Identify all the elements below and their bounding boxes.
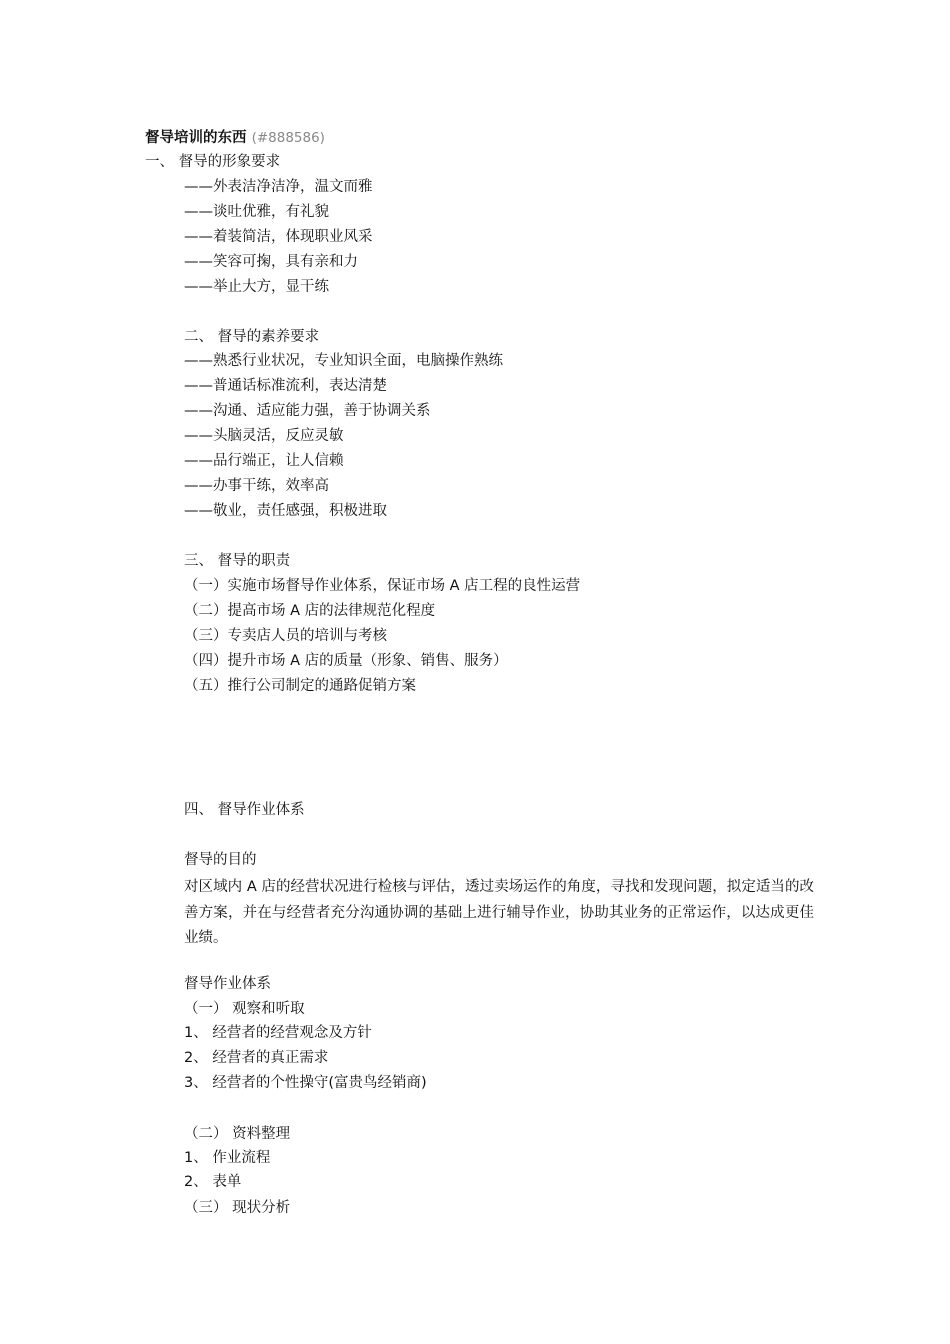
subsection-2-item: 2、 表单 [184,1174,242,1190]
section-2-item: ——品行端正，让人信赖 [184,453,344,469]
section-2-item: ——敬业，责任感强，积极进取 [184,503,387,519]
section-2-item: ——头脑灵活，反应灵敏 [184,428,344,444]
section-2-item: ——普通话标准流利，表达清楚 [184,378,387,394]
section-1-heading: 一、 督导的形象要求 [145,154,281,170]
section-1-item: ——着装简洁，体现职业风采 [184,229,373,245]
purpose-heading: 督导的目的 [184,852,257,868]
section-3-item: （二）提高市场 A 店的法律规范化程度 [184,603,436,619]
document-title [145,128,325,148]
title-text: 督导培训的东西 [145,130,247,146]
section-4-heading: 四、 督导作业体系 [184,802,305,818]
system-heading: 督导作业体系 [184,976,271,992]
subsection-1-item: 2、 经营者的真正需求 [184,1050,329,1066]
subsection-1-item: 1、 经营者的经营观念及方针 [184,1025,372,1041]
section-3-item: （一）实施市场督导作业体系，保证市场 A 店工程的良性运营 [184,578,581,594]
section-1-item: ——外表洁净洁净，温文而雅 [184,179,373,195]
section-3-item: （五）推行公司制定的通路促销方案 [184,678,416,694]
section-3-item: （三）专卖店人员的培训与考核 [184,628,387,644]
section-1-item: ——举止大方，显干练 [184,279,329,295]
section-2-item: ——沟通、适应能力强，善于协调关系 [184,403,431,419]
section-1-item: ——谈吐优雅，有礼貌 [184,204,329,220]
purpose-paragraph: 对区域内 A 店的经营状况进行检核与评估，透过卖场运作的角度，寻找和发现问题，拟定适当的改善方案，并在与经营者充分沟通协调的基础上进行辅导作业，协助其业务的正常运作，以达成更佳业绩。 [184,879,814,946]
section-2-heading: 二、 督导的素养要求 [184,329,320,345]
subsection-2-item: 1、 作业流程 [184,1150,271,1166]
title-id: (#888586) [251,130,325,146]
subsection-1-item: 3、 经营者的个性操守(富贵鸟经销商) [184,1075,427,1091]
section-2-item: ——办事干练，效率高 [184,478,329,494]
subsection-2-heading: （二） 资料整理 [184,1126,291,1142]
section-2-item: ——熟悉行业状况，专业知识全面，电脑操作熟练 [184,353,503,369]
subsection-3-heading: （三） 现状分析 [184,1200,291,1216]
section-3-item: （四）提升市场 A 店的质量（形象、销售、服务） [184,653,508,669]
subsection-1-heading: （一） 观察和听取 [184,1001,305,1017]
section-1-item: ——笑容可掬，具有亲和力 [184,254,358,270]
section-3-heading: 三、 督导的职责 [184,553,291,569]
